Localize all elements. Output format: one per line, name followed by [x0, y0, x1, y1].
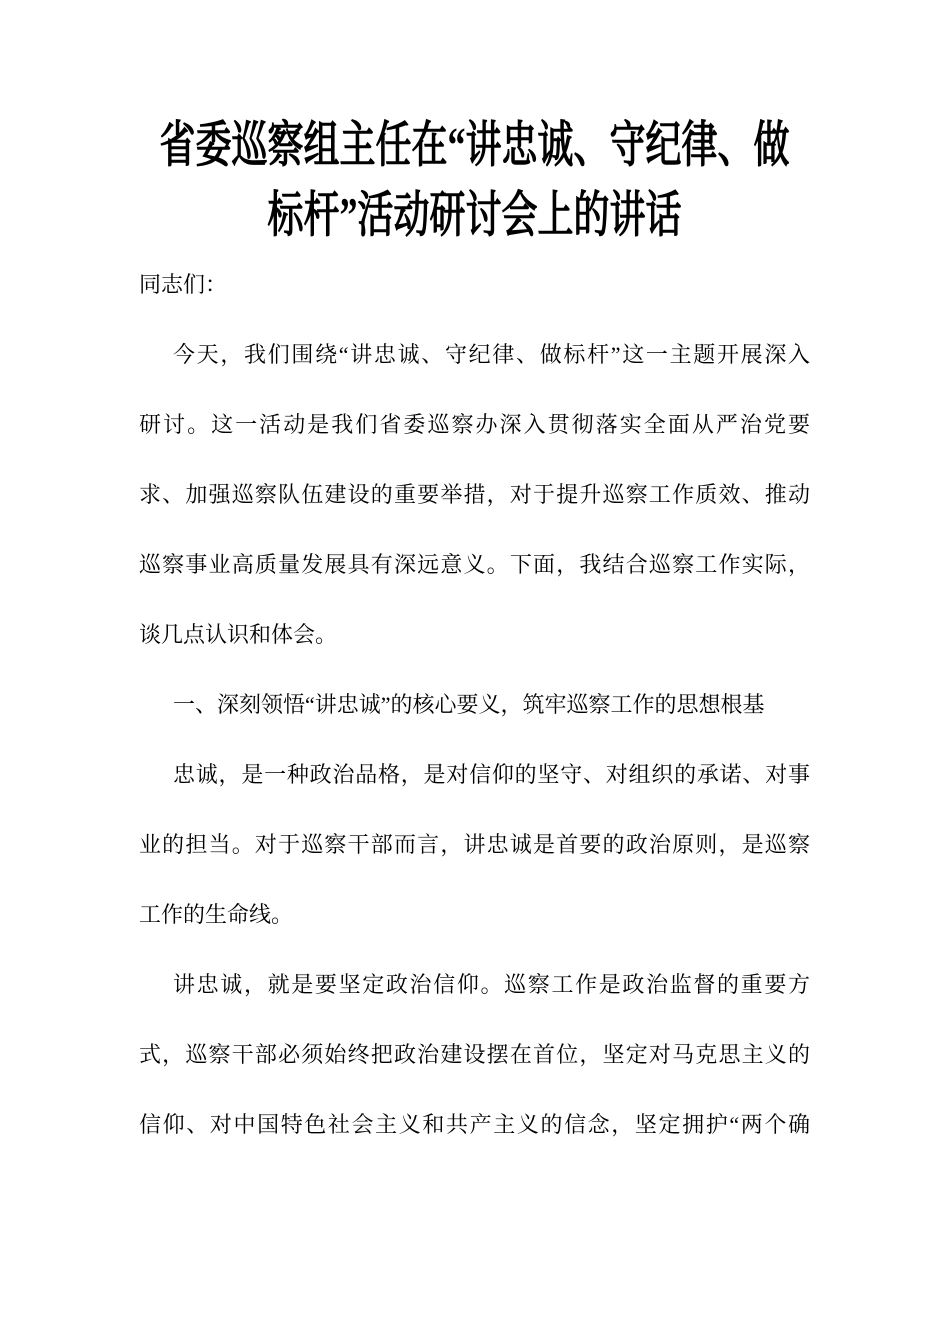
title-line-1: 省委巡察组主任在“讲忠诚、守纪律、做	[159, 117, 790, 173]
body-line: 工作的生命线。	[139, 902, 294, 927]
body-line: 巡察事业高质量发展具有深远意义。下面，我结合巡察工作实际，	[139, 552, 810, 577]
body-line: 一、深刻领悟“讲忠诚”的核心要义，筑牢巡察工作的思想根基	[173, 692, 765, 717]
document-title	[139, 110, 810, 250]
document-body	[139, 320, 810, 1160]
body-line: 讲忠诚，就是要坚定政治信仰。巡察工作是政治监督的重要方	[173, 972, 810, 997]
body-line: 忠诚，是一种政治品格，是对信仰的坚守、对组织的承诺、对事	[173, 762, 810, 787]
body-line: 业的担当。对于巡察干部而言，讲忠诚是首要的政治原则，是巡察	[139, 832, 810, 857]
document-content	[139, 110, 810, 1160]
body-line: 信仰、对中国特色社会主义和共产主义的信念，坚定拥护“两个确	[139, 1112, 810, 1137]
body-line: 谈几点认识和体会。	[139, 622, 338, 647]
salutation: 同志们：	[139, 272, 228, 297]
body-line: 研讨。这一活动是我们省委巡察办深入贯彻落实全面从严治党要	[139, 412, 810, 437]
body-line: 今天，我们围绕“讲忠诚、守纪律、做标杆”这一主题开展深入	[173, 342, 810, 367]
body-line: 求、加强巡察队伍建设的重要举措，对于提升巡察工作质效、推动	[139, 482, 810, 507]
title-line-2: 标杆”活动研讨会上的讲话	[267, 187, 682, 243]
body-line: 式，巡察干部必须始终把政治建设摆在首位，坚定对马克思主义的	[139, 1042, 810, 1067]
